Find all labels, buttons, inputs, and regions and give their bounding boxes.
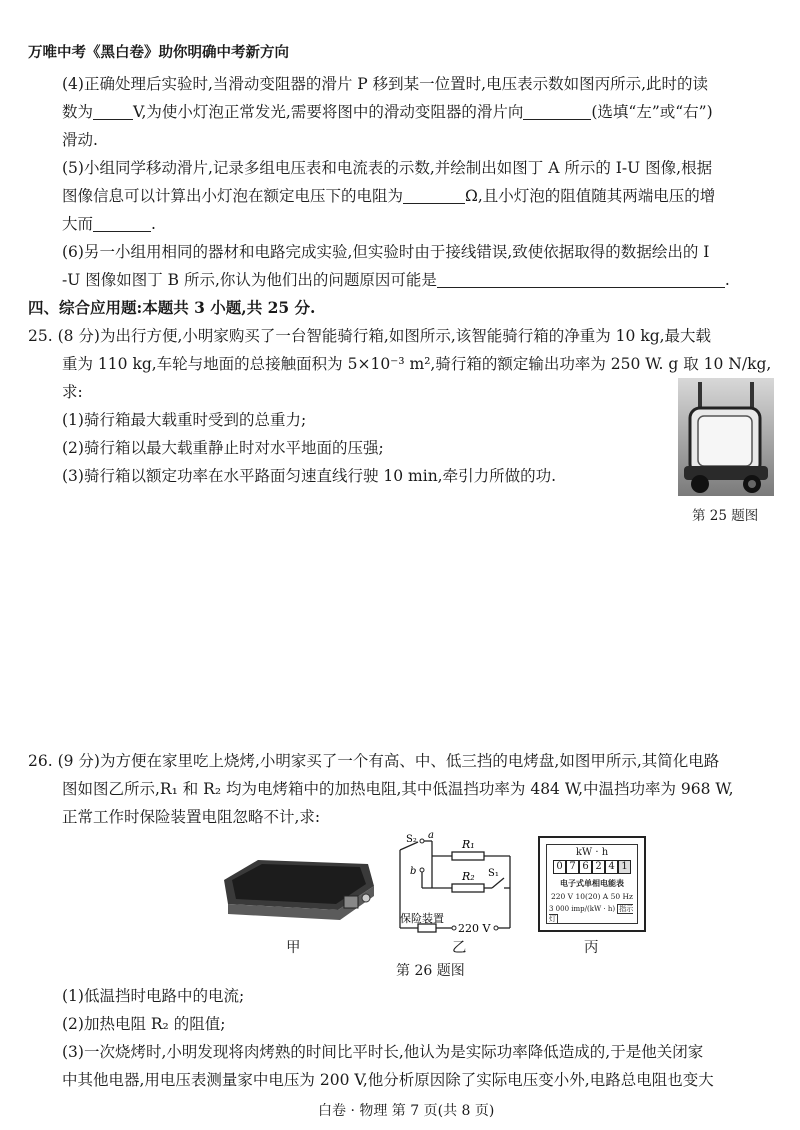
label-s1: S₁ <box>488 868 499 879</box>
q24-part5-text-d: . <box>151 215 156 233</box>
q25-line2: 重为 110 kg,车轮与地面的总接触面积为 5×10⁻³ m²,骑行箱的额定输出功率为 250 W. g 取 10 N/kg, <box>62 355 772 373</box>
label-voltage: 220 V <box>458 922 491 935</box>
page-header: 万唯中考《黑白卷》助你明确中考新方向 <box>28 44 289 61</box>
label-s2: S₂ <box>406 834 417 845</box>
q26-line1: 26. (9 分)为方便在家里吃上烧烤,小明家买了一个有高、中、低三挡的电烤盘,如图甲所示,其简化电路 <box>28 752 720 770</box>
q24-part5-line3 <box>62 213 156 235</box>
q24-part4-line1: (4)正确处理后实验时,当滑动变阻器的滑片 P 移到某一位置时,电压表示数如图丙所示,此时的读 <box>62 75 709 93</box>
grill-image <box>218 852 380 924</box>
answer-blank <box>93 215 151 232</box>
label-b: b <box>410 866 417 877</box>
q25-sub3: (3)骑行箱以额定功率在水平路面匀速直线行驶 10 min,牵引力所做的功. <box>62 467 557 485</box>
circuit-diagram <box>392 832 522 936</box>
meter-imp-row <box>547 904 637 924</box>
meter-indicator-light: 指示灯 <box>549 905 634 923</box>
meter-unit: kW · h <box>575 847 609 858</box>
q24-part5-text-a: 图像信息可以计算出小灯泡在额定电压下的电阻为 <box>62 187 404 205</box>
q24-part6-line2 <box>62 269 730 291</box>
q24-part4-text-a: 数为 <box>62 103 94 121</box>
energy-meter <box>538 836 646 932</box>
circuit-svg <box>392 832 522 936</box>
meter-spec: 220 V 10(20) A 50 Hz <box>550 892 634 901</box>
label-r2: R₂ <box>462 870 475 883</box>
page-footer: 白卷 · 物理 第 7 页(共 8 页) <box>318 1103 495 1119</box>
q26-figure-caption: 第 26 题图 <box>396 963 465 979</box>
meter-digit-decimal: 1 <box>618 860 631 874</box>
q25-suitcase-figure <box>678 378 774 496</box>
meter-digit: 2 <box>592 860 605 874</box>
q26-sub3-line2: 中其他电器,用电压表测量家中电压为 200 V,他分析原因除了实际电压变小外,电路总电阻也变大 <box>62 1071 714 1089</box>
meter-digit: 4 <box>605 860 618 874</box>
grill-figure <box>218 852 380 924</box>
answer-blank <box>437 271 725 288</box>
meter-imp: 3 000 imp/(kW · h) <box>549 905 616 913</box>
q25-sub1: (1)骑行箱最大载重时受到的总重力; <box>62 411 307 429</box>
fig-yi-label: 乙 <box>452 940 467 956</box>
q25-line3: 求: <box>62 383 83 401</box>
q25-line1: 25. (8 分)为出行方便,小明家购买了一台智能骑行箱,如图所示,该智能骑行箱的净重为 10 kg,最大载 <box>28 327 712 345</box>
meter-name: 电子式单相电能表 <box>560 878 624 888</box>
label-fuse: 保险装置 <box>400 912 444 925</box>
section-title: 四、综合应用题:本题共 3 小题,共 25 分. <box>28 298 316 317</box>
q26-sub1: (1)低温挡时电路中的电流; <box>62 987 245 1005</box>
meter-digit: 0 <box>553 860 566 874</box>
q26-line3: 正常工作时保险装置电阻忽略不计,求: <box>62 808 321 826</box>
answer-blank <box>523 103 591 120</box>
q24-part6-text-b: . <box>724 271 730 289</box>
q24-part4-text-b: V,为使小灯泡正常发光,需要将图中的滑动变阻器的滑片向 <box>133 103 524 121</box>
label-r1: R₁ <box>462 838 475 851</box>
q26-line2: 图如图乙所示,R₁ 和 R₂ 均为电烤箱中的加热电阻,其中低温挡功率为 484 W,中温挡功率为 968 W, <box>62 780 734 798</box>
q24-part5-line2 <box>62 185 715 207</box>
answer-blank <box>93 103 133 120</box>
answer-blank <box>403 187 465 204</box>
q25-figure-caption: 第 25 题图 <box>692 508 759 524</box>
fig-jia-label: 甲 <box>286 940 301 956</box>
q26-sub2: (2)加热电阻 R₂ 的阻值; <box>62 1015 226 1033</box>
suitcase-image <box>678 378 774 496</box>
meter-digits <box>547 860 637 874</box>
meter-digit: 6 <box>579 860 592 874</box>
q24-part5-line1: (5)小组同学移动滑片,记录多组电压表和电流表的示数,并绘制出如图丁 A 所示的 I-U 图像,根据 <box>62 159 713 177</box>
label-a: a <box>428 832 434 841</box>
fig-bing-label: 丙 <box>584 940 599 956</box>
q24-part4-line3: 滑动. <box>62 131 98 149</box>
meter-face <box>546 844 638 924</box>
q26-sub3-line1: (3)一次烧烤时,小明发现将肉烤熟的时间比平时长,他认为是实际功率降低造成的,于是他关闭家 <box>62 1043 704 1061</box>
q24-part4-text-c: (选填“左”或“右”) <box>591 103 713 121</box>
q24-part5-text-c: 大而 <box>62 215 94 233</box>
meter-digit: 7 <box>566 860 579 874</box>
q25-sub2: (2)骑行箱以最大载重静止时对水平地面的压强; <box>62 439 384 457</box>
q24-part4-line2 <box>62 101 713 123</box>
q24-part5-text-b: Ω,且小灯泡的阻值随其两端电压的增 <box>465 187 716 205</box>
q24-part6-text-a: -U 图像如图丁 B 所示,你认为他们出的问题原因可能是 <box>62 271 437 289</box>
q24-part6-line1: (6)另一小组用相同的器材和电路完成实验,但实验时由于接线错误,致使依据取得的数据绘出的 I <box>62 243 710 261</box>
